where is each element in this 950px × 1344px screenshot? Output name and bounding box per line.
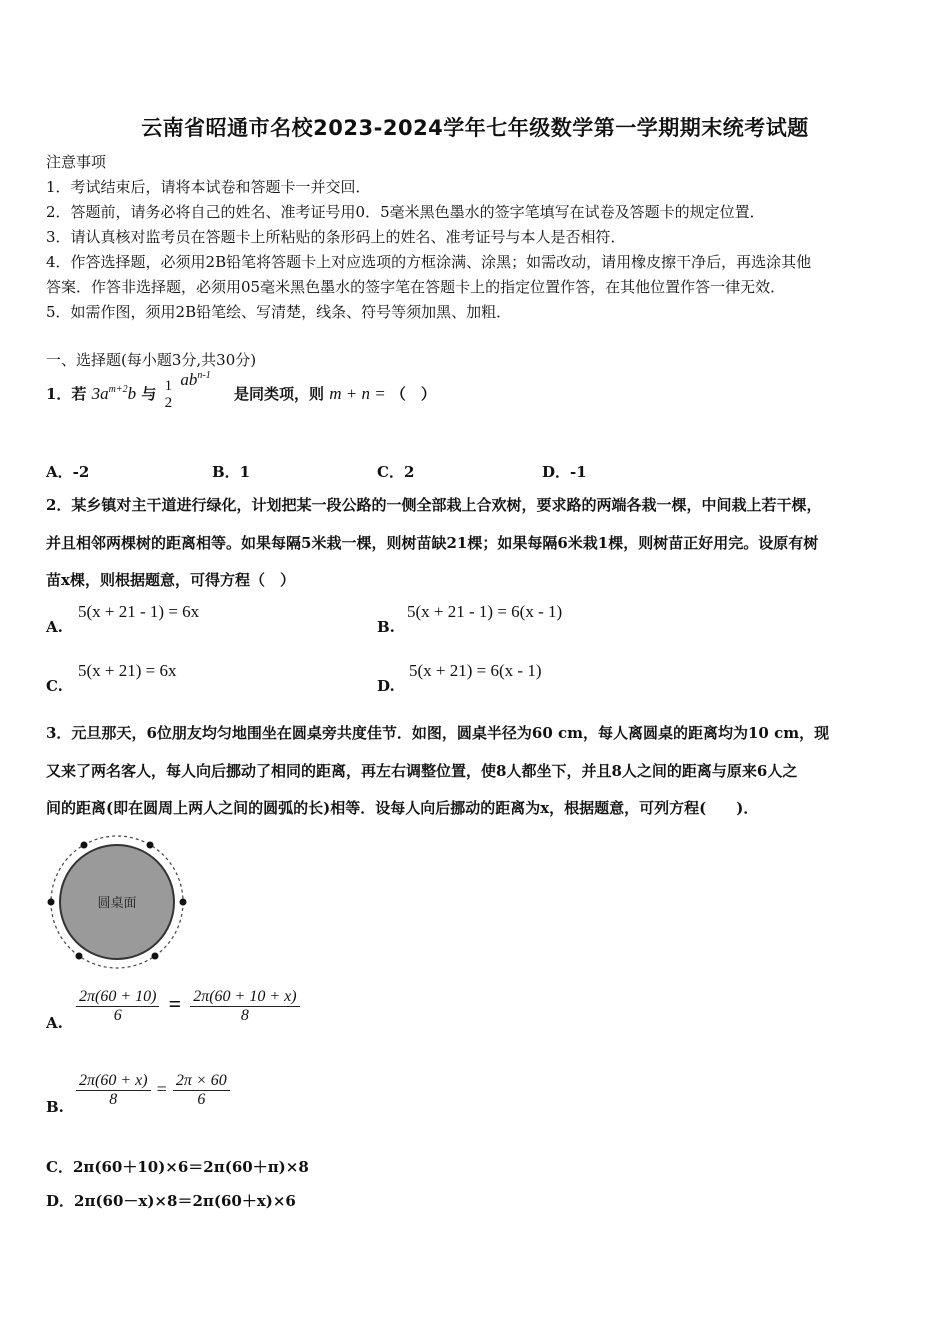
q3-option-c: C．2π(60＋10)×6＝2π(60＋π)×8 [46, 1158, 309, 1176]
q1-option-a: A．-2 [46, 463, 90, 481]
q2-option-a-label: A. [46, 618, 63, 636]
question-2-line: 2．某乡镇对主干道进行绿化，计划把某一段公路的一侧全部栽上合欢树，要求路的两端各栽一棵，中间栽上若干棵， [46, 496, 822, 514]
section-heading: 一、选择题(每小题3分,共30分) [46, 351, 257, 369]
seat-dot [76, 953, 83, 960]
q2-option-b-equation: 5(x + 21 - 1) = 6(x - 1) [407, 602, 563, 621]
seat-dot [48, 899, 55, 906]
q3-option-a-label: A. [46, 1014, 63, 1032]
question-2-line: 并且相邻两棵树的距离相等。如果每隔5米栽一棵，则树苗缺21棵；如果每隔6米栽1棵，则树苗正好用完。设原有树 [46, 534, 819, 552]
fraction: 1 2 [164, 378, 173, 411]
q1-option-c: C．2 [377, 463, 415, 481]
question-3-line: 间的距离(即在圆周上两人之间的圆弧的长)相等．设每人向后挪动的距离为x，根据题意，可列方程( )． [46, 799, 759, 817]
q1-option-b: B．1 [212, 463, 251, 481]
fraction: $\frac{2\pi(60 + 10 + x)}{8}$ [190, 988, 299, 1025]
note-item: 4．作答选择题，必须用2B铅笔将答题卡上对应选项的方框涂满、涂黑；如需改动，请用橡皮擦干净后，再选涂其他 [46, 253, 812, 271]
q2-option-c-equation: 5(x + 21) = 6x [78, 661, 177, 680]
q3-option-d: D．2π(60－x)×8＝2π(60＋x)×6 [46, 1192, 296, 1210]
q2-option-b-label: B. [377, 618, 395, 636]
note-item: 3．请认真核对监考员在答题卡上所粘贴的条形码上的姓名、准考证号与本人是否相符． [46, 228, 626, 246]
note-item: 5．如需作图，须用2B铅笔绘、写清楚，线条、符号等须加黑、加粗． [46, 303, 512, 321]
question-2-line: 苗x棵，则根据题意，可得方程（ ） [46, 571, 295, 589]
q3-option-b-equation: $\frac{2\pi(60 + x)}{8}$ = $\frac{2\pi \times 60}{6}$ [76, 1072, 230, 1109]
round-table-figure [46, 832, 188, 972]
q2-option-a-equation: 5(x + 21 - 1) = 6x [78, 602, 200, 621]
q2-option-d-equation: 5(x + 21) = 6(x - 1) [409, 661, 542, 680]
seat-dot [180, 899, 187, 906]
q2-option-c-label: C. [46, 677, 63, 695]
question-3-line: 3．元旦那天，6位朋友均匀地围坐在圆桌旁共度佳节．如图，圆桌半径为60 cm，每人离圆桌的距离均为10 cm，现 [46, 724, 830, 742]
question-3-line: 又来了两名客人，每人向后挪动了相同的距离，再左右调整位置，使8人都坐下，并且8人之间的距离与原来6人之 [46, 762, 798, 780]
fraction: $\frac{2\pi(60 + 10)}{6}$ [76, 988, 159, 1025]
seat-dot [81, 842, 88, 849]
note-item: 2．答题前，请务必将自己的姓名、准考证号用0．5毫米黑色墨水的签字笔填写在试卷及答题卡的规定位置． [46, 203, 765, 221]
question-1: 1．若 $3a^{m+2}b$ 与 1 2 $ab^{n-1}$ 是同类项，则 m + n = （ ） [46, 370, 436, 411]
seat-dot [147, 842, 154, 849]
q1-option-d: D．-1 [542, 463, 587, 481]
notes-heading: 注意事项 [46, 153, 107, 171]
q2-option-d-label: D. [377, 677, 395, 695]
note-item: 1．考试结束后，请将本试卷和答题卡一并交回． [46, 178, 371, 196]
fraction: $\frac{2\pi \times 60}{6}$ [173, 1072, 230, 1109]
q3-option-a-equation: $\frac{2\pi(60 + 10)}{6}$ = $\frac{2\pi(60 + 10 + x)}{8}$ [76, 988, 300, 1025]
note-item: 答案．作答非选择题，必须用05毫米黑色墨水的签字笔在答题卡上的指定位置作答，在其他位置作答一律无效． [46, 278, 786, 296]
q3-option-b-label: B. [46, 1098, 64, 1116]
table-label: 圆桌面 [97, 896, 137, 911]
fraction: $\frac{2\pi(60 + x)}{8}$ [76, 1072, 151, 1109]
seat-dot [152, 953, 159, 960]
page-title: 云南省昭通市名校2023-2024学年七年级数学第一学期期末统考试题 [141, 116, 809, 140]
